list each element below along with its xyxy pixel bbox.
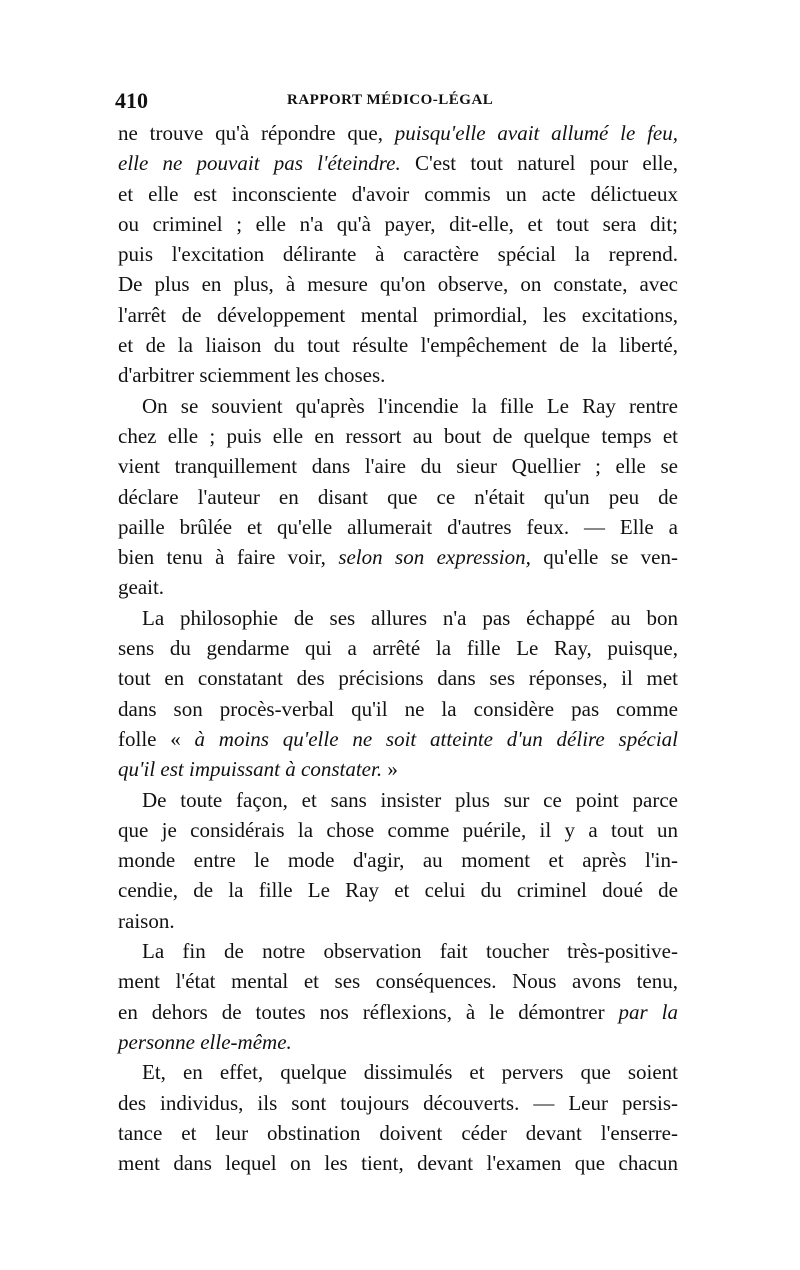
italic-segment: qu'il est impuissant à constater. <box>118 757 383 782</box>
body-text <box>118 118 678 1178</box>
italic-segment: personne elle-même. <box>118 1029 292 1054</box>
text-line <box>118 451 678 481</box>
text-segment: folle « <box>118 726 195 751</box>
text-line <box>118 148 678 178</box>
text-line <box>118 997 678 1027</box>
text-segment: sens du gendarme qui a arrêté la fille Le Ray, puisque, <box>118 636 678 661</box>
text-line <box>118 542 678 572</box>
text-line <box>118 1057 678 1087</box>
text-line <box>118 179 678 209</box>
text-line <box>118 845 678 875</box>
text-segment: De toute façon, et sans insister plus sur ce point parce <box>142 787 678 812</box>
text-line <box>118 1088 678 1118</box>
text-line <box>118 785 678 815</box>
text-segment: bien tenu à faire voir, <box>118 545 339 570</box>
text-line <box>118 694 678 724</box>
text-segment: On se souvient qu'après l'incendie la fille Le Ray rentre <box>142 393 678 418</box>
text-segment: dans son procès-verbal qu'il ne la considère pas comme <box>118 696 678 721</box>
text-segment: ment dans lequel on les tient, devant l'examen que chacun <box>118 1151 678 1176</box>
text-segment: l'arrêt de développement mental primordial, les excitations, <box>118 302 678 327</box>
italic-segment: puisqu'elle avait allumé le feu, <box>394 121 678 145</box>
text-segment: monde entre le mode d'agir, au moment et après l'in- <box>118 848 678 873</box>
text-segment: qu'elle se ven- <box>530 545 678 570</box>
running-title: RAPPORT MÉDICO-LÉGAL <box>287 92 494 108</box>
text-line <box>118 1148 678 1178</box>
text-line <box>118 1027 678 1057</box>
text-segment: des individus, ils sont toujours découverts. — Leur persis- <box>118 1090 678 1115</box>
text-line <box>118 936 678 966</box>
text-segment: tance et leur obstination doivent céder devant l'enserre- <box>118 1120 678 1145</box>
text-segment: que je considérais la chose comme puérile, il y a tout un <box>118 817 678 842</box>
text-segment: » <box>382 757 398 782</box>
text-line <box>118 239 678 269</box>
text-line <box>118 512 678 542</box>
text-line <box>118 1118 678 1148</box>
text-segment: tout en constatant des précisions dans ses réponses, il met <box>118 666 678 691</box>
italic-segment: par la <box>618 999 678 1024</box>
text-segment: C'est tout naturel pour elle, <box>400 151 678 176</box>
text-line <box>118 572 678 602</box>
text-segment: geait. <box>118 575 165 600</box>
text-line <box>118 269 678 299</box>
text-segment: et elle est inconsciente d'avoir commis un acte délictueux <box>118 181 678 206</box>
text-segment: et de la liaison du tout résulte l'empêchement de la liberté, <box>118 333 678 358</box>
text-line <box>118 209 678 239</box>
text-segment: ne trouve qu'à répondre que, <box>118 121 395 145</box>
text-segment: La fin de notre observation fait toucher très-positive- <box>142 939 678 964</box>
text-line <box>118 875 678 905</box>
text-line <box>118 482 678 512</box>
page-number: 410 <box>115 88 148 113</box>
text-segment: d'arbitrer sciemment les choses. <box>118 363 386 388</box>
text-line <box>118 391 678 421</box>
text-line <box>118 754 678 784</box>
text-segment: ou criminel ; elle n'a qu'à payer, dit-elle, et tout sera dit; <box>118 211 678 236</box>
text-line <box>118 966 678 996</box>
text-segment: cendie, de la fille Le Ray et celui du criminel doué de <box>118 878 678 903</box>
text-segment: chez elle ; puis elle en ressort au bout de quelque temps et <box>118 423 678 448</box>
text-line <box>118 421 678 451</box>
text-segment: vient tranquillement dans l'aire du sieur Quellier ; elle se <box>118 454 678 479</box>
italic-segment: selon son expression, <box>338 545 531 570</box>
text-line <box>118 663 678 693</box>
text-line <box>118 300 678 330</box>
text-line <box>118 603 678 633</box>
text-segment: déclare l'auteur en disant que ce n'était qu'un peu de <box>118 484 678 509</box>
text-segment: en dehors de toutes nos réflexions, à le démontrer <box>118 999 619 1024</box>
text-line <box>118 360 678 390</box>
text-line <box>118 906 678 936</box>
text-segment: puis l'excitation délirante à caractère spécial la reprend. <box>118 242 678 267</box>
text-line <box>118 815 678 845</box>
italic-segment: à moins qu'elle ne soit atteinte d'un délire spécial <box>194 726 678 751</box>
text-line <box>118 633 678 663</box>
page-header <box>115 88 677 118</box>
text-segment: raison. <box>118 908 175 933</box>
text-line <box>118 118 678 148</box>
text-segment: De plus en plus, à mesure qu'on observe, on constate, avec <box>118 272 678 297</box>
italic-segment: elle ne pouvait pas l'éteindre. <box>118 151 401 176</box>
text-segment: La philosophie de ses allures n'a pas échappé au bon <box>142 605 678 630</box>
text-line <box>118 330 678 360</box>
text-segment: Et, en effet, quelque dissimulés et pervers que soient <box>142 1060 678 1085</box>
text-line <box>118 724 678 754</box>
text-segment: ment l'état mental et ses conséquences. Nous avons tenu, <box>118 969 678 994</box>
text-segment: paille brûlée et qu'elle allumerait d'autres feux. — Elle a <box>118 514 678 539</box>
